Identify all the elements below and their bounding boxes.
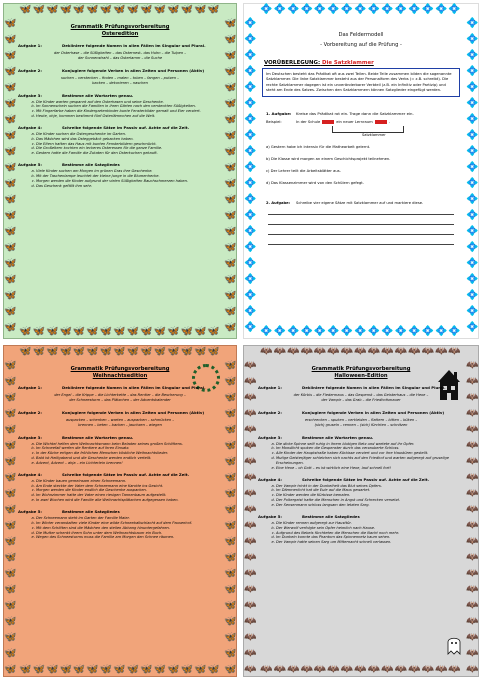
- bat-border-right: 🦇🦇🦇🦇🦇🦇🦇🦇🦇🦇🦇🦇🦇🦇🦇🦇🦇🦇🦇🦇: [466, 360, 479, 675]
- sentence-list: [36, 516, 222, 540]
- bracket-label: Satzklammer: [362, 133, 386, 138]
- list-item: e. Der Sensenmann schloss langsam den letzten Sarg.: [276, 503, 464, 508]
- sheet-title: Grammatik Prüfungsvorbereitung: [311, 366, 411, 372]
- task-3: Aufgabe 3: Bestimme alle Wortarten genau.: [18, 92, 134, 98]
- list-item: e. Advent, Advent – ahja – ein Lichterlein brennen!: [36, 461, 222, 466]
- sentence-list: [36, 100, 222, 119]
- list-item: b. Mit der Taschenlampe leuchtet der kleine Junge in die Blumenhecke.: [36, 174, 222, 179]
- task-2: Aufgabe 2: Konjugiere folgende Verben in allen Zeiten und Personen (Aktiv): [258, 409, 445, 415]
- bracket-line: [332, 126, 404, 133]
- task-4: Aufgabe 4: Schreibe folgende Sätze im Passiv auf. Achte auf die Zeit.: [18, 124, 190, 130]
- verb-list: erschrecken – spuken – verkleiden – flattern – bitten – büken – (sich) gruseln – rennen – (sich) fürchten – schnitzen: [304, 417, 418, 428]
- list-item: a. Die dicke Spinne seilt ruhig in ihrem blutigen Netz und wartete auf ihr Opfer.: [276, 442, 464, 447]
- sheet-title: Grammatik Prüfungsvorbereitung: [70, 24, 170, 30]
- worksheet-halloween: [243, 345, 479, 677]
- list-item: a. Die Kinder rennen aufgeregt zur Hausttür.: [276, 521, 464, 526]
- list-item: d. Das Geschenk gefällt ihm sehr.: [36, 184, 222, 189]
- diamond-border-bottom: 💠💠💠💠💠💠💠💠💠💠💠💠💠💠💠: [260, 326, 462, 337]
- list-item: e. Der Vampir hatte seinen Sarg um Mitternacht schnell verlassen.: [276, 540, 464, 545]
- sheet-subtitle: - Vorbereitung auf die Prüfung -: [320, 42, 402, 48]
- list-item: d. Bald ist Heiligabend und die Geschenke werden endlich verteilt.: [36, 456, 222, 461]
- exercise-sentence: c) Der Lehrer teilt die Arbeitsblätter aus.: [266, 169, 341, 174]
- butterfly-border-bottom: 🦋🦋🦋🦋🦋🦋🦋🦋🦋🦋🦋🦋🦋🦋🦋: [19, 664, 221, 675]
- bat-border-left: 🦇🦇🦇🦇🦇🦇🦇🦇🦇🦇🦇🦇🦇🦇🦇🦇🦇🦇🦇🦇: [244, 360, 257, 675]
- section-heading: VORÜBERLEGUNG: Die Satzklammer: [264, 60, 374, 66]
- diamond-border-top: 💠💠💠💠💠💠💠💠💠💠💠💠💠💠💠: [260, 4, 462, 15]
- diamond-border-left: 💠💠💠💠💠💠💠💠💠💠💠💠💠💠💠💠💠💠💠💠: [244, 18, 257, 333]
- worksheet-christmas: [3, 345, 237, 677]
- list-item: d. Die Großeltern kochten ein leckeres Osteressen für die ganze Familie.: [36, 146, 222, 151]
- verb-list: suchen – verstecken – finden – malen – toben – fangen – putzen – backen – dekorieren – naschen: [61, 75, 179, 86]
- list-item: d. Die Mutter schenkt ihrem Sohn unter dem Weihnachtsbaum ein Buch.: [36, 531, 222, 536]
- sheet-title: Das Feldermodell: [338, 32, 384, 38]
- list-item: d. Im Dunkeln konnte das Phantom das Spinnennetz kaum sehen.: [276, 535, 464, 540]
- sheet-title: Grammatik Prüfungsvorbereitung: [70, 366, 170, 372]
- butterfly-border-left: 🦋🦋🦋🦋🦋🦋🦋🦋🦋🦋🦋🦋🦋🦋🦋🦋🦋🦋🦋🦋: [4, 360, 17, 675]
- example-sentence: Beispiel: In der Schule ein neuer Lernraum .: [266, 120, 390, 125]
- sentence-list: [36, 132, 222, 156]
- butterfly-border-right: 🦋🦋🦋🦋🦋🦋🦋🦋🦋🦋🦋🦋🦋🦋🦋🦋🦋🦋🦋🦋: [224, 18, 237, 333]
- list-item: c. Alle Kinder der Hauptstraße haben Kürbisse verziert und vor ihre Haustüren gestellt.: [276, 451, 464, 456]
- task-5: Aufgabe 5: Bestimme alle Satzglieder.: [258, 513, 361, 519]
- exercise-sentence: b) Die Klasse wird morgen an einem Geschichtsprojekt teilnehmen.: [266, 157, 391, 162]
- list-item: d. Im Wohnzimmer hatte der Vater einen riesigen Tannenbaum aufgestellt.: [36, 493, 222, 498]
- word-list: der Osterhase – die Süßigkeiten – das Osternest– das Huhn – die Tulpen – der Sonnenstrahl – das Osterlamm – die Suche: [53, 51, 187, 61]
- exercise-sentence: a) Gestern habe ich intensiv für die Mathearbeit gelernt.: [266, 145, 371, 150]
- task-1: Aufgabe 1: Dekliniere folgende Nomen in allen Fällen im Singular und Plural.: [18, 43, 206, 48]
- task-3: Aufgabe 3: Bestimme alle Wortarten genau.: [18, 434, 134, 440]
- list-item: a. Die Kinder warten gespannt auf den Osterhasen und seine Geschenke.: [36, 100, 222, 105]
- sentence-list: [276, 442, 464, 471]
- word-list: der Engel – die Krippe – die Lichterkette – das Rentier – die Bescherung – der Schneesturm – das Plätzchen – der Adventskalender: [54, 393, 186, 403]
- task-2: 2. Aufgabe: Schreibe vier eigene Sätze mit Satzklammer auf und markiere diese.: [266, 201, 424, 206]
- list-item: b. Im Winter veranstalten viele Kinder eine wilde Schneeballschlacht auf dem Pausenhof.: [36, 521, 222, 526]
- sentence-list: [36, 479, 222, 503]
- task-1: Aufgabe 1: Dekliniere folgende Nomen in allen Fällen im Singular und Plural.: [18, 385, 206, 390]
- task-3: Aufgabe 3: Bestimme alle Wortarten genau.: [258, 434, 374, 440]
- verb-marker: [375, 120, 387, 124]
- list-item: b. Am Ende steckte der Vater dem Schneemann eine Karotte ins Gesicht.: [36, 484, 222, 489]
- butterfly-border-left: 🦋🦋🦋🦋🦋🦋🦋🦋🦋🦋🦋🦋🦋🦋🦋🦋🦋🦋🦋🦋: [4, 18, 17, 333]
- word-list: der Kürbis – die Fledermaus – das Gespenst – das Geisterhaus – die Hexe – der Vampir – das Grab – die Friedhofsmauer: [293, 393, 429, 403]
- task-5: Aufgabe 5: Bestimme alle Satzglieder.: [18, 509, 121, 514]
- task-4: Aufgabe 4: Schreibe folgende Sätze im Passiv auf. Achte auf die Zeit.: [18, 471, 190, 477]
- list-item: b. Das Mädchen wird das Osteggebäck gebacken haben.: [36, 137, 222, 142]
- verb-marker: [322, 120, 334, 124]
- list-item: c. Die Kinder werden die Kürbisse bemalen.: [276, 493, 464, 498]
- answer-line[interactable]: [268, 215, 454, 225]
- task-5: Aufgabe 5: Bestimme alle Satzglieder.: [18, 162, 121, 168]
- info-box: Im Deutschen besteht das Prädikat oft aus zwei Teilen. Beide Teile zusammen bilden die sogenannte Satzklammer. Die linke Satzklammer besteht aus der Personalform des Verbs (= z.B. schreibt). Die rechte Satzklammer dagegen ist ein unveränderbarer Verbteil (z.B. ein Infinitiv oder Partizip) und steht am Ende des Satzes. Zwischen den Satzklammern können Satzglieder eingefügt werden.: [262, 68, 460, 97]
- list-item: b. Der Werwolf verfolgte sein Opfer heimlich nach Hause.: [276, 526, 464, 531]
- sheet-edition: Halloween-Edition: [334, 373, 388, 379]
- sentence-list: [36, 169, 222, 188]
- list-item: c. Die Eltern hatten das Haus mit bunten Fensterbildern geschmückt.: [36, 142, 222, 147]
- butterfly-border-bottom: 🦋🦋🦋🦋🦋🦋🦋🦋🦋🦋🦋🦋🦋🦋🦋: [19, 326, 221, 337]
- list-item: c. Morgen werden die Kinder aufgrund der vielen Süßigkeiten Bauchschmerzen haben.: [36, 179, 222, 184]
- list-item: a. Die Kinder bauen gemeinsam einen Schneemann.: [36, 479, 222, 484]
- task-2: Aufgabe 2: Konjugiere folgende Verben in allen Zeiten und Personen (Aktiv): [18, 67, 205, 73]
- sheet-edition: Osteredition: [101, 31, 139, 37]
- butterfly-border-top: 🦋🦋🦋🦋🦋🦋🦋🦋🦋🦋🦋🦋🦋🦋🦋: [19, 4, 221, 15]
- task-1: 1. Aufgabe: Kreise das Prädikat rot ein. Trage dann die Satzklammer ein.: [266, 111, 414, 117]
- worksheet-field-model: [243, 3, 479, 339]
- list-item: e. Wegen des Schneesturms muss die Familie am Morgen den Schnee räumen.: [36, 535, 222, 540]
- list-item: b. Im Sonnenschein suchen die Familien in ihren Gärten nach den versteckten Süßigkeiten.: [36, 104, 222, 109]
- task-4: Aufgabe 4: Schreibe folgende Sätze im Passiv auf. Achte auf die Zeit.: [258, 476, 430, 482]
- task-1: Aufgabe 1: Dekliniere folgende Nomen in allen Fällen im Singular und Plural.: [258, 385, 446, 390]
- butterfly-border-right: 🦋🦋🦋🦋🦋🦋🦋🦋🦋🦋🦋🦋🦋🦋🦋🦋🦋🦋🦋🦋: [224, 360, 237, 675]
- list-item: e. Eine Hexe – oh Gott – es ist wirklich eine Hexe, lauf schnell fort!: [276, 466, 464, 471]
- list-item: c. Morgen werden die Kinder endlich die Geschenke auspacken.: [36, 488, 222, 493]
- sentence-list: [276, 484, 464, 508]
- task-2: Aufgabe 2: Konjugiere folgende Verben in allen Zeiten und Personen (Aktiv): [18, 409, 205, 415]
- sentence-list: [276, 521, 464, 545]
- list-item: b. Im Dämmerlicht hat die Eule auf die Maus gewartet.: [276, 488, 464, 493]
- verb-list: auspacken – schenken – warten – auspacken – schmücken – brennen – beten – backen – jauchzen – wiegen: [65, 417, 175, 428]
- butterfly-border-top: 🦋🦋🦋🦋🦋🦋🦋🦋🦋🦋🦋🦋🦋🦋🦋: [19, 346, 221, 357]
- bat-border-top: 🦇🦇🦇🦇🦇🦇🦇🦇🦇🦇🦇🦇🦇🦇🦇: [260, 346, 462, 357]
- list-item: a. Die Kinder suchen die Ostergeschenke im Garten.: [36, 132, 222, 137]
- list-item: d. Heute, ohje, kommen bestimmt fünf Osterlämmchen auf die Welt.: [36, 114, 222, 119]
- answer-line[interactable]: [268, 235, 454, 245]
- worksheet-easter: [3, 3, 237, 339]
- list-item: c. In der Küche ertigen die fröhlichen Menschen köstliche Weihnachtslieder.: [36, 451, 222, 456]
- list-item: d. Der Poltergeist hatte die Menschen in Angst und Schrecken versetzt.: [276, 498, 464, 503]
- list-item: c. Mit dem Schlitten sind die Mädchen den steilen Abhang hinuntergefahren.: [36, 526, 222, 531]
- list-item: c. Mit Fingerfarbe haben die Kindergartenkinder bunte Fensterbilder gemalt und Eier verziert.: [36, 109, 222, 114]
- diamond-border-right: 💠💠💠💠💠💠💠💠💠💠💠💠💠💠💠💠💠💠💠💠: [466, 18, 479, 333]
- sheet-edition: Weihnachtsedition: [92, 373, 148, 379]
- answer-line[interactable]: [268, 205, 454, 215]
- list-item: d. Mutige Geisterjäger schleichen sich nachts auf den Friedhof und warten aufgeregt auf gruselige Erscheinungen.: [276, 456, 464, 466]
- list-item: e. Gestern hatte die Familie die Zutaten für den Osterkuchen gekauft.: [36, 151, 222, 156]
- list-item: c. Aufgrund des Nebels fürchteten die Menschen die Nacht noch mehr.: [276, 531, 464, 536]
- sentence-list: [36, 442, 222, 466]
- list-item: a. Die Wichtel helfen dem Weihnachtsmann beim Beladen seines großen Schlittens.: [36, 442, 222, 447]
- list-item: e. In zwei Wochen wird die Familie alle Weihnachtsplätzchen aufgegessen haben.: [36, 498, 222, 503]
- answer-line[interactable]: [268, 225, 454, 235]
- list-item: a. Der Vampir trinkt in der Dunkelheit das Blut seines Opfers.: [276, 484, 464, 489]
- bat-border-bottom: 🦇🦇🦇🦇🦇🦇🦇🦇🦇🦇🦇🦇🦇🦇🦇: [260, 664, 462, 675]
- list-item: a. Viele Kinder suchen am Morgen im grünen Gras ihre Geschenke.: [36, 169, 222, 174]
- exercise-sentence: d) Das Klassenzimmer wird von den Schülern gefegt.: [266, 181, 364, 186]
- list-item: b. Im Mondlicht spuken die Gespenster durch das verzauberte Schloss.: [276, 446, 464, 451]
- list-item: b. Im Schneefall werfen die Rentiere auf ihren Einsatz.: [36, 446, 222, 451]
- list-item: a. Der Schneemann steht im Garten der Familie Maier.: [36, 516, 222, 521]
